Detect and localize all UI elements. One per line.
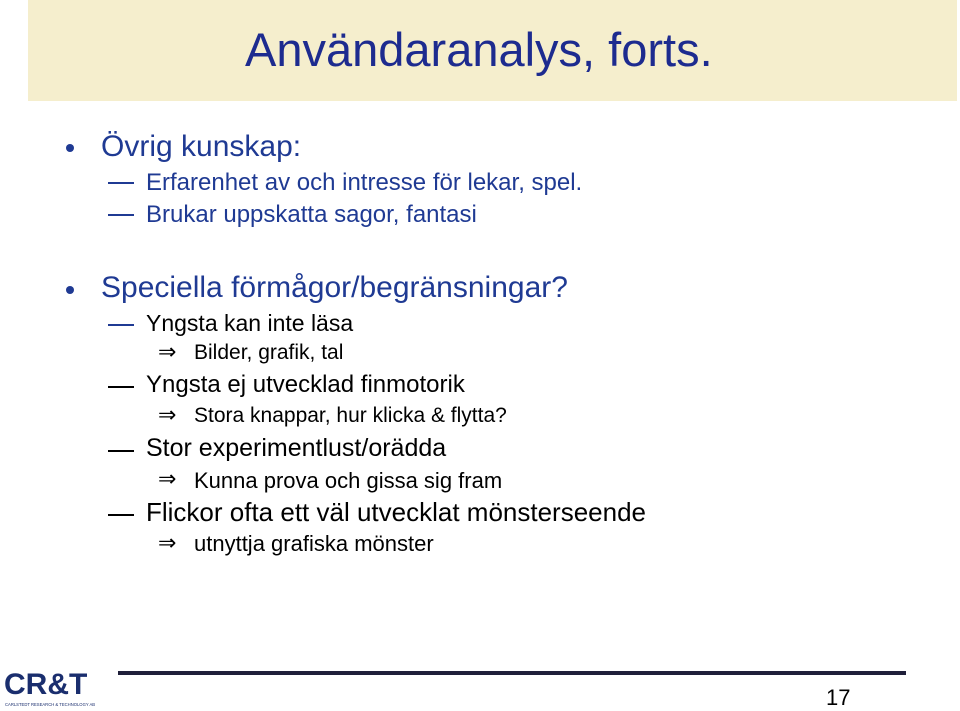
- dash-marker: [108, 324, 134, 326]
- implies-arrow-icon: ⇒: [158, 403, 177, 428]
- dash-marker: [108, 386, 134, 388]
- dash-marker: [108, 450, 134, 452]
- dash-marker: [108, 182, 134, 184]
- logo-subtext: CARLSTEDT RESEARCH & TECHNOLOGY AB: [5, 702, 96, 707]
- sub-yngsta-lasa: Yngsta kan inte läsa: [146, 310, 354, 336]
- bullet-dot: [66, 286, 74, 294]
- dash-marker: [108, 214, 134, 216]
- detail-knappar: Stora knappar, hur klicka & flytta?: [194, 404, 507, 427]
- implies-arrow-icon: ⇒: [158, 531, 177, 556]
- slide-title: Användaranalys, forts.: [245, 23, 713, 76]
- sub-experimentlust: Stor experimentlust/orädda: [146, 434, 447, 462]
- logo-text: CR&T: [4, 668, 88, 701]
- bullet-1-text: Övrig kunskap:: [101, 130, 302, 163]
- bullet-2-text: Speciella förmågor/begränsningar?: [101, 271, 568, 304]
- detail-bilder: Bilder, grafik, tal: [194, 341, 344, 364]
- dash-marker: [108, 514, 134, 516]
- detail-prova: Kunna prova och gissa sig fram: [194, 468, 503, 493]
- implies-arrow-icon: ⇒: [158, 467, 177, 492]
- sub-monsterseende: Flickor ofta ett väl utvecklat mönsterseende: [146, 497, 647, 527]
- bullet-dot: [66, 144, 74, 152]
- detail-grafiska: utnyttja grafiska mönster: [194, 531, 434, 556]
- bullet-1-sub-2: Brukar uppskatta sagor, fantasi: [146, 201, 477, 228]
- bullet-1-sub-1: Erfarenhet av och intresse för lekar, spel.: [146, 169, 583, 196]
- crt-logo: [2, 664, 106, 710]
- implies-arrow-icon: ⇒: [158, 340, 177, 365]
- sub-finmotorik: Yngsta ej utvecklad finmotorik: [146, 371, 465, 398]
- footer-rule: [118, 671, 906, 675]
- page-number: 17: [826, 685, 851, 710]
